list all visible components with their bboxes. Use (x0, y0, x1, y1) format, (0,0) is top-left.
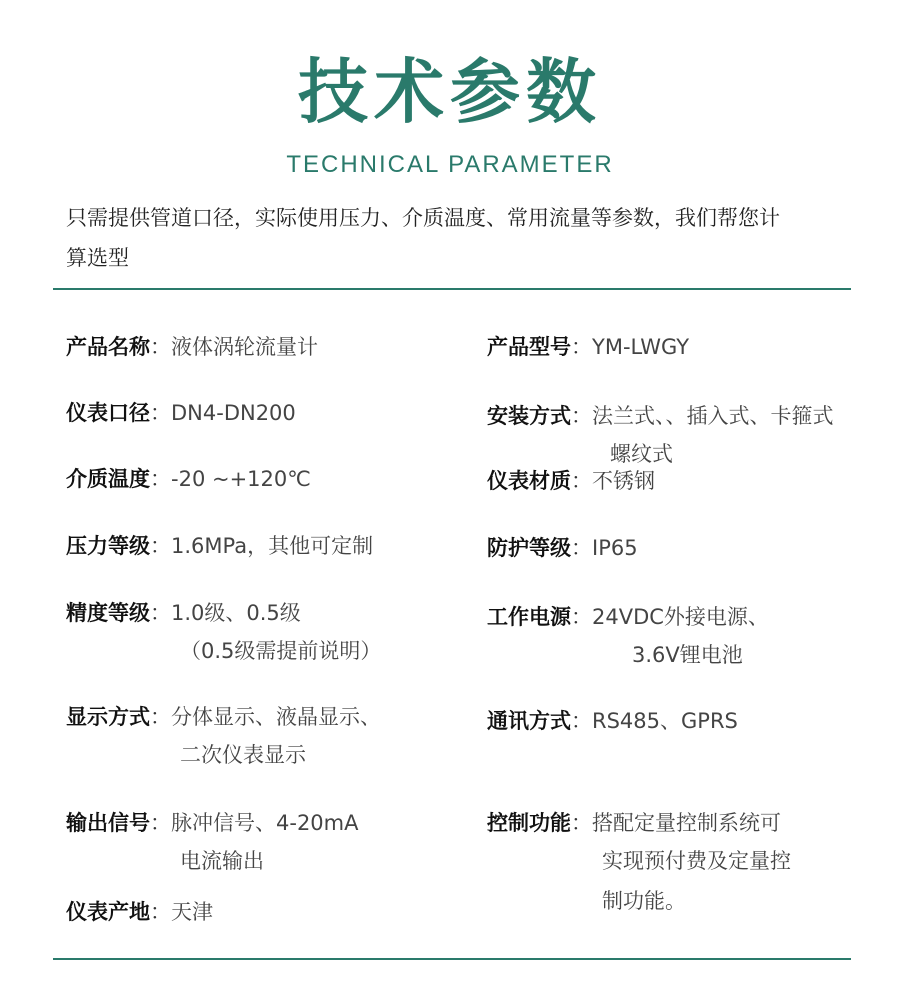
param-sep: ： (571, 469, 592, 493)
param-value: 分体显示、液晶显示、 (171, 705, 381, 729)
param-control-cont-2: 制功能。 (602, 889, 686, 913)
param-label: 输出信号 (66, 811, 150, 835)
param-protection (487, 529, 638, 567)
param-sep: ： (571, 605, 592, 629)
param-sep: ： (150, 811, 171, 835)
param-sep: ： (571, 709, 592, 733)
param-label: 防护等级 (487, 536, 571, 560)
param-power (487, 598, 769, 636)
param-sep: ： (571, 811, 592, 835)
param-pressure (66, 527, 373, 565)
param-label: 仪表口径 (66, 401, 150, 425)
param-sep: ： (150, 467, 171, 491)
param-control-cont-1: 实现预付费及定量控 (602, 849, 791, 873)
param-value: IP65 (592, 536, 638, 560)
param-value: DN4-DN200 (171, 401, 296, 425)
param-label: 通讯方式 (487, 709, 571, 733)
top-divider (53, 288, 851, 290)
param-accuracy (66, 594, 301, 632)
param-label: 安装方式 (487, 404, 571, 428)
param-value: 1.6MPa，其他可定制 (171, 534, 374, 558)
param-sep: ： (150, 335, 171, 359)
param-display (66, 698, 381, 736)
param-value: 搭配定量控制系统可 (592, 811, 781, 835)
param-caliber (66, 394, 296, 432)
bottom-divider (53, 958, 851, 960)
param-accuracy-cont: （0.5级需提前说明） (180, 639, 382, 663)
param-label: 显示方式 (66, 705, 150, 729)
param-install-cont: 螺纹式 (610, 442, 673, 466)
param-origin (66, 893, 213, 931)
param-label: 工作电源 (487, 605, 571, 629)
param-label: 仪表产地 (66, 900, 150, 924)
param-value: 脉冲信号、4-20mA (171, 811, 359, 835)
param-value: 天津 (171, 900, 213, 924)
page-title: 技术参数 (298, 51, 602, 133)
param-medium-temp (66, 460, 311, 498)
param-sep: ： (571, 536, 592, 560)
param-output-cont: 电流输出 (180, 849, 264, 873)
param-install (487, 397, 834, 435)
param-value: 法兰式、、插入式、卡箍式 (592, 404, 834, 428)
intro-line-2: 算选型 (66, 246, 129, 270)
param-label: 介质温度 (66, 467, 150, 491)
param-model (487, 328, 689, 366)
param-label: 压力等级 (66, 534, 150, 558)
param-sep: ： (150, 534, 171, 558)
param-sep: ： (571, 404, 592, 428)
param-label: 仪表材质 (487, 469, 571, 493)
param-control (487, 804, 781, 842)
param-comm (487, 702, 738, 740)
param-material (487, 462, 655, 500)
intro-text (66, 198, 866, 278)
param-value: 不锈钢 (592, 469, 655, 493)
param-value: 1.0级、0.5级 (171, 601, 301, 625)
page-subtitle: TECHNICAL PARAMETER (286, 151, 614, 178)
param-output (66, 804, 358, 842)
param-value: -20 ~+120℃ (171, 467, 311, 491)
param-value: 液体涡轮流量计 (171, 335, 318, 359)
param-sep: ： (150, 601, 171, 625)
param-sep: ： (150, 900, 171, 924)
param-value: YM-LWGY (592, 335, 690, 359)
param-label: 产品名称 (66, 335, 150, 359)
param-value: 24VDC外接电源、 (592, 605, 769, 629)
param-label: 产品型号 (487, 335, 571, 359)
param-product-name (66, 328, 318, 366)
param-sep: ： (571, 335, 592, 359)
param-display-cont: 二次仪表显示 (180, 743, 306, 767)
param-power-cont: 3.6V锂电池 (632, 643, 743, 667)
param-sep: ： (150, 705, 171, 729)
intro-line-1: 只需提供管道口径，实际使用压力、介质温度、常用流量等参数，我们帮您计 (66, 206, 780, 230)
param-value: RS485、GPRS (592, 709, 738, 733)
param-label: 精度等级 (66, 601, 150, 625)
param-sep: ： (150, 401, 171, 425)
param-label: 控制功能 (487, 811, 571, 835)
